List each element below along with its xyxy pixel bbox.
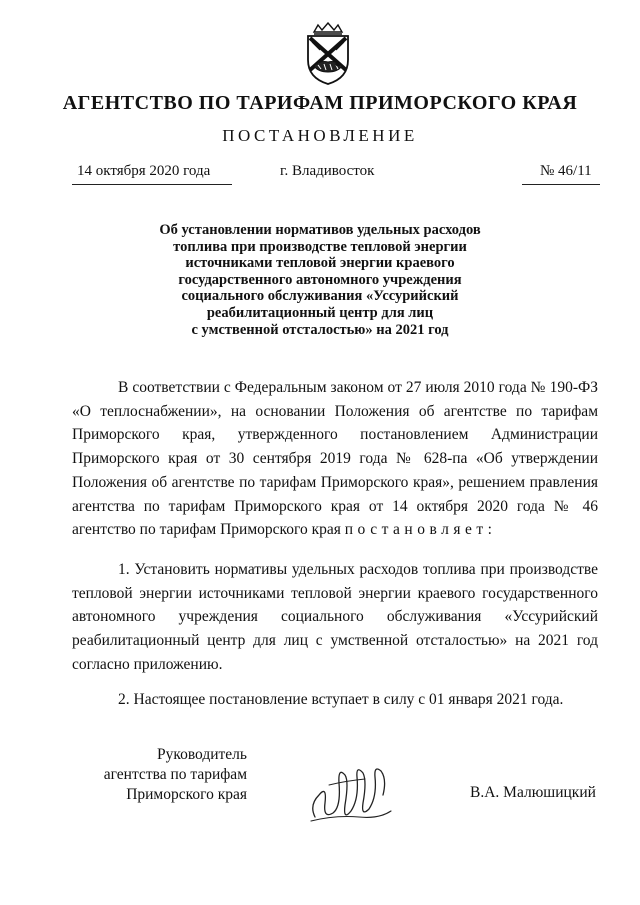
position-line: агентства по тарифам <box>103 766 247 783</box>
paragraph-line: реабилитационный центр для лиц с умственной отсталостью» на 2021 год <box>72 632 598 650</box>
title-line: государственного автономного учреждения <box>178 271 462 288</box>
document-number: № 46/11 <box>540 163 592 179</box>
agency-title: АГЕНТСТВО ПО ТАРИФАМ ПРИМОРСКОГО КРАЯ <box>62 92 578 114</box>
paragraph-line: Приморского края от 30 сентября 2019 года № 628-па «Об утверждении <box>72 450 598 468</box>
primorsky-coat-of-arms-icon <box>302 22 354 86</box>
paragraph-line: В соответствии с Федеральным законом от 27 июля 2010 года № 190-ФЗ <box>118 379 598 396</box>
handwritten-signature-icon <box>305 755 395 830</box>
document-city: г. Владивосток <box>280 163 375 179</box>
document-title <box>110 222 530 338</box>
item-2-paragraph <box>72 688 598 712</box>
paragraph-line: согласно приложению. <box>72 655 223 673</box>
signatory-position <box>72 745 247 805</box>
paragraph-line: Положения об агентстве по тарифам Приморского края», решением правления <box>72 473 598 491</box>
item-1-paragraph <box>72 558 598 677</box>
paragraph-line: 2. Настоящее постановление вступает в силу с 01 января 2021 года. <box>118 691 564 708</box>
title-line: с умственной отсталостью» на 2021 год <box>191 321 449 338</box>
paragraph-line: «О теплоснабжении», на основании Положения об агентстве по тарифам <box>72 402 598 420</box>
position-line: Приморского края <box>126 786 247 803</box>
paragraph-line: тепловой энергии источниками тепловой энергии краевого государственного <box>72 584 598 602</box>
paragraph-line: Приморского края, утвержденного постановлением Администрации <box>72 426 598 444</box>
document-type: ПОСТАНОВЛЕНИЕ <box>222 126 418 145</box>
paragraph-line: автономного учреждения социального обслуживания «Уссурийский <box>72 608 598 626</box>
decree-word: постановляет: <box>344 521 497 539</box>
title-line: топлива при производстве тепловой энергии <box>173 238 467 255</box>
title-line: источниками тепловой энергии краевого <box>185 255 455 272</box>
date-underline <box>72 184 232 185</box>
position-line: Руководитель <box>156 746 247 763</box>
document-date: 14 октября 2020 года <box>77 163 211 179</box>
title-line: Об установлении нормативов удельных расходов <box>159 222 481 238</box>
title-line: социального обслуживания «Уссурийский <box>181 288 459 305</box>
paragraph-line: агентства по тарифам Приморского края от 14 октября 2020 года № 46 <box>72 497 598 515</box>
paragraph-line: 1. Установить нормативы удельных расходов топлива при производстве <box>118 561 598 578</box>
paragraph-line <box>72 518 598 542</box>
preamble-paragraph <box>72 376 598 542</box>
title-line: реабилитационный центр для лиц <box>206 304 434 321</box>
decree-prefix: агентство по тарифам Приморского края <box>72 521 345 539</box>
number-underline <box>522 184 600 185</box>
signatory-name: В.А. Малюшицкий <box>470 784 596 801</box>
